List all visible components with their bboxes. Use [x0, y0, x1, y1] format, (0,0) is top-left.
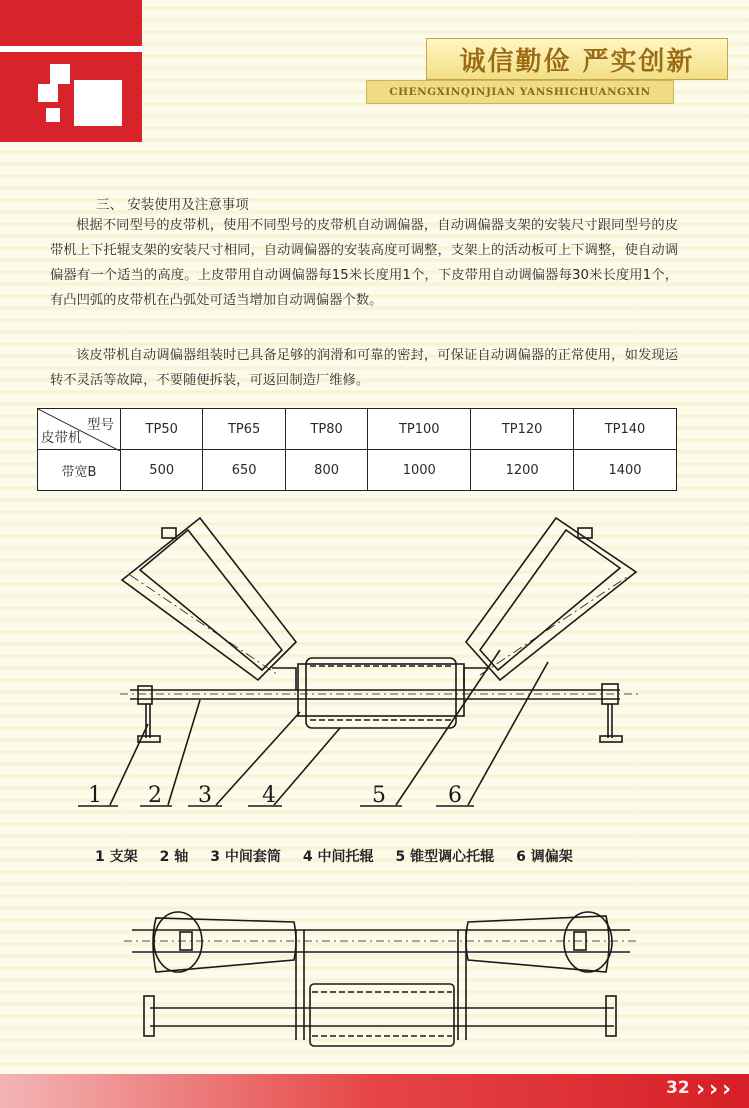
callout-5: 5 [372, 783, 386, 808]
callout-2: 2 [148, 783, 162, 808]
legend-item: 4 中间托辊 [302, 849, 374, 865]
table-cell-width: 500 [121, 450, 203, 491]
table-cell-model: TP65 [203, 409, 285, 450]
chevron-right-icon: › [709, 1077, 719, 1102]
chevron-right-icon: › [696, 1077, 706, 1102]
chevron-right-icon: › [722, 1077, 732, 1102]
table-cell-width: 800 [285, 450, 367, 491]
slogan-english: CHENGXINQINJIAN YANSHICHUANGXIN [366, 80, 674, 104]
top-view-drawing [120, 900, 640, 1060]
table-cell-model: TP80 [285, 409, 367, 450]
callout-6: 6 [448, 783, 462, 808]
callout-1: 1 [88, 783, 102, 808]
page-number: 32 [666, 1078, 690, 1098]
front-view-drawing [60, 508, 700, 808]
section-heading: 三、 安装使用及注意事项 [96, 197, 249, 213]
table-cell-model: TP120 [471, 409, 574, 450]
callout-4: 4 [262, 783, 276, 808]
table-cell-model: TP100 [368, 409, 471, 450]
corner-label-model: 型号 [87, 417, 114, 433]
corner-logo-block [0, 0, 142, 142]
legend-item: 2 轴 [159, 849, 189, 865]
legend-item: 5 锥型调心托辊 [395, 849, 495, 865]
legend-item: 1 支架 [95, 849, 138, 865]
spec-table [37, 408, 677, 491]
table-row-widths [38, 450, 677, 491]
table-cell-model: TP50 [121, 409, 203, 450]
corner-label-belt: 皮带机 [41, 430, 82, 446]
legend-item: 3 中间套筒 [210, 849, 281, 865]
callout-3: 3 [198, 783, 212, 808]
paragraph-installation: 根据不同型号的皮带机，使用不同型号的皮带机自动调偏器，自动调偏器支架的安装尺寸跟同型号的皮带机上下托辊支架的安装尺寸相同，自动调偏器的安装高度可调整，支架上的活动板可上下调整，使自动调偏器有一个适当的高度。上皮带用自动调偏器每15米长度用1个，下皮带用自动调偏器每30米长度用1个，有凸凹弧的皮带机在凸弧处可适当增加自动调偏器个数。 [50, 218, 678, 308]
table-corner-cell [38, 409, 121, 450]
footer-bar [0, 1074, 749, 1108]
table-row-label: 带宽B [38, 450, 121, 491]
legend-item: 6 调偏架 [516, 849, 573, 865]
table-cell-width: 650 [203, 450, 285, 491]
table-cell-width: 1400 [574, 450, 677, 491]
diagram-legend [95, 846, 655, 866]
table-row-models [38, 409, 677, 450]
table-cell-model: TP140 [574, 409, 677, 450]
table-cell-width: 1200 [471, 450, 574, 491]
table-cell-width: 1000 [368, 450, 471, 491]
slogan-banner [426, 38, 728, 80]
slogan-text: 诚信勤俭 严实创新 [459, 46, 695, 77]
paragraph-maintenance: 该皮带机自动调偏器组装时已具备足够的润滑和可靠的密封，可保证自动调偏器的正常使用，如发现运转不灵活等故障，不要随便拆装，可返回制造厂维修。 [50, 348, 678, 388]
